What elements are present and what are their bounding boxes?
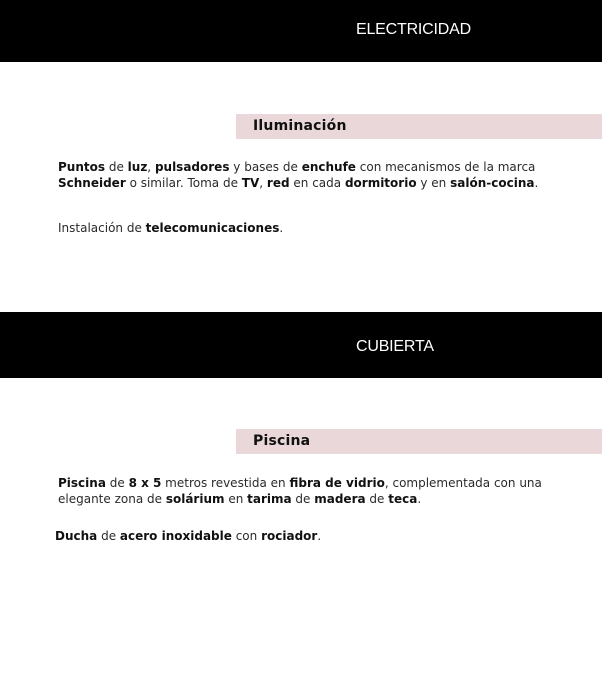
subheader-piscina xyxy=(236,429,602,454)
bold-term: dormitorio xyxy=(344,176,417,190)
section-title: CUBIERTA xyxy=(356,338,434,355)
text-line xyxy=(55,528,321,544)
text-segment: . xyxy=(534,176,539,190)
subheader-iluminacion xyxy=(236,114,602,139)
text-segment: con xyxy=(231,529,262,543)
bold-term: telecomunicaciones xyxy=(145,221,280,235)
bold-term: salón-cocina xyxy=(450,176,535,190)
text-segment: o similar. Toma de xyxy=(125,176,242,190)
text-segment: de xyxy=(97,529,120,543)
bold-term: rociador xyxy=(261,529,318,543)
bold-term: Piscina xyxy=(58,476,106,490)
bold-term: fibra de vidrio xyxy=(289,476,385,490)
text-segment: , xyxy=(259,176,267,190)
text-segment: , complementada con una xyxy=(384,476,542,490)
text-segment: en cada xyxy=(289,176,345,190)
text-segment: de xyxy=(365,492,389,506)
bold-term: Schneider xyxy=(58,176,126,190)
text-line xyxy=(58,475,542,491)
paragraph-telecom xyxy=(58,220,283,236)
text-segment: . xyxy=(317,529,322,543)
bold-term: enchufe xyxy=(301,160,356,174)
text-segment: elegante zona de xyxy=(58,492,166,506)
text-segment: en xyxy=(224,492,248,506)
section-banner-cubierta xyxy=(0,312,602,378)
bold-term: luz xyxy=(127,160,148,174)
section-title: ELECTRICIDAD xyxy=(356,21,471,38)
text-segment: y bases de xyxy=(229,160,302,174)
text-segment: . xyxy=(417,492,422,506)
section-banner-electricidad xyxy=(0,0,602,62)
text-segment: y en xyxy=(416,176,451,190)
paragraph-pool xyxy=(58,475,542,507)
bold-term: madera xyxy=(314,492,366,506)
text-line xyxy=(58,220,283,236)
paragraph-electric-points xyxy=(58,159,538,191)
bold-term: 8 x 5 xyxy=(128,476,162,490)
bold-term: teca xyxy=(388,492,418,506)
bold-term: solárium xyxy=(165,492,225,506)
bold-term: Puntos xyxy=(58,160,106,174)
bold-term: pulsadores xyxy=(154,160,230,174)
text-line xyxy=(58,491,542,507)
text-line xyxy=(58,175,538,191)
bold-term: tarima xyxy=(247,492,292,506)
text-segment: Instalación de xyxy=(58,221,146,235)
text-segment: . xyxy=(279,221,284,235)
text-segment: metros revestida en xyxy=(161,476,290,490)
paragraph-shower xyxy=(55,528,321,544)
text-segment: de xyxy=(105,476,129,490)
bold-term: acero inoxidable xyxy=(119,529,232,543)
subheader-label: Iluminación xyxy=(253,118,347,134)
bold-term: TV xyxy=(241,176,260,190)
bold-term: Ducha xyxy=(55,529,98,543)
subheader-label: Piscina xyxy=(253,433,311,449)
bold-term: red xyxy=(266,176,290,190)
text-segment: de xyxy=(105,160,128,174)
text-line xyxy=(58,159,538,175)
text-segment: con mecanismos de la marca xyxy=(355,160,536,174)
text-segment: , xyxy=(147,160,155,174)
text-segment: de xyxy=(291,492,315,506)
